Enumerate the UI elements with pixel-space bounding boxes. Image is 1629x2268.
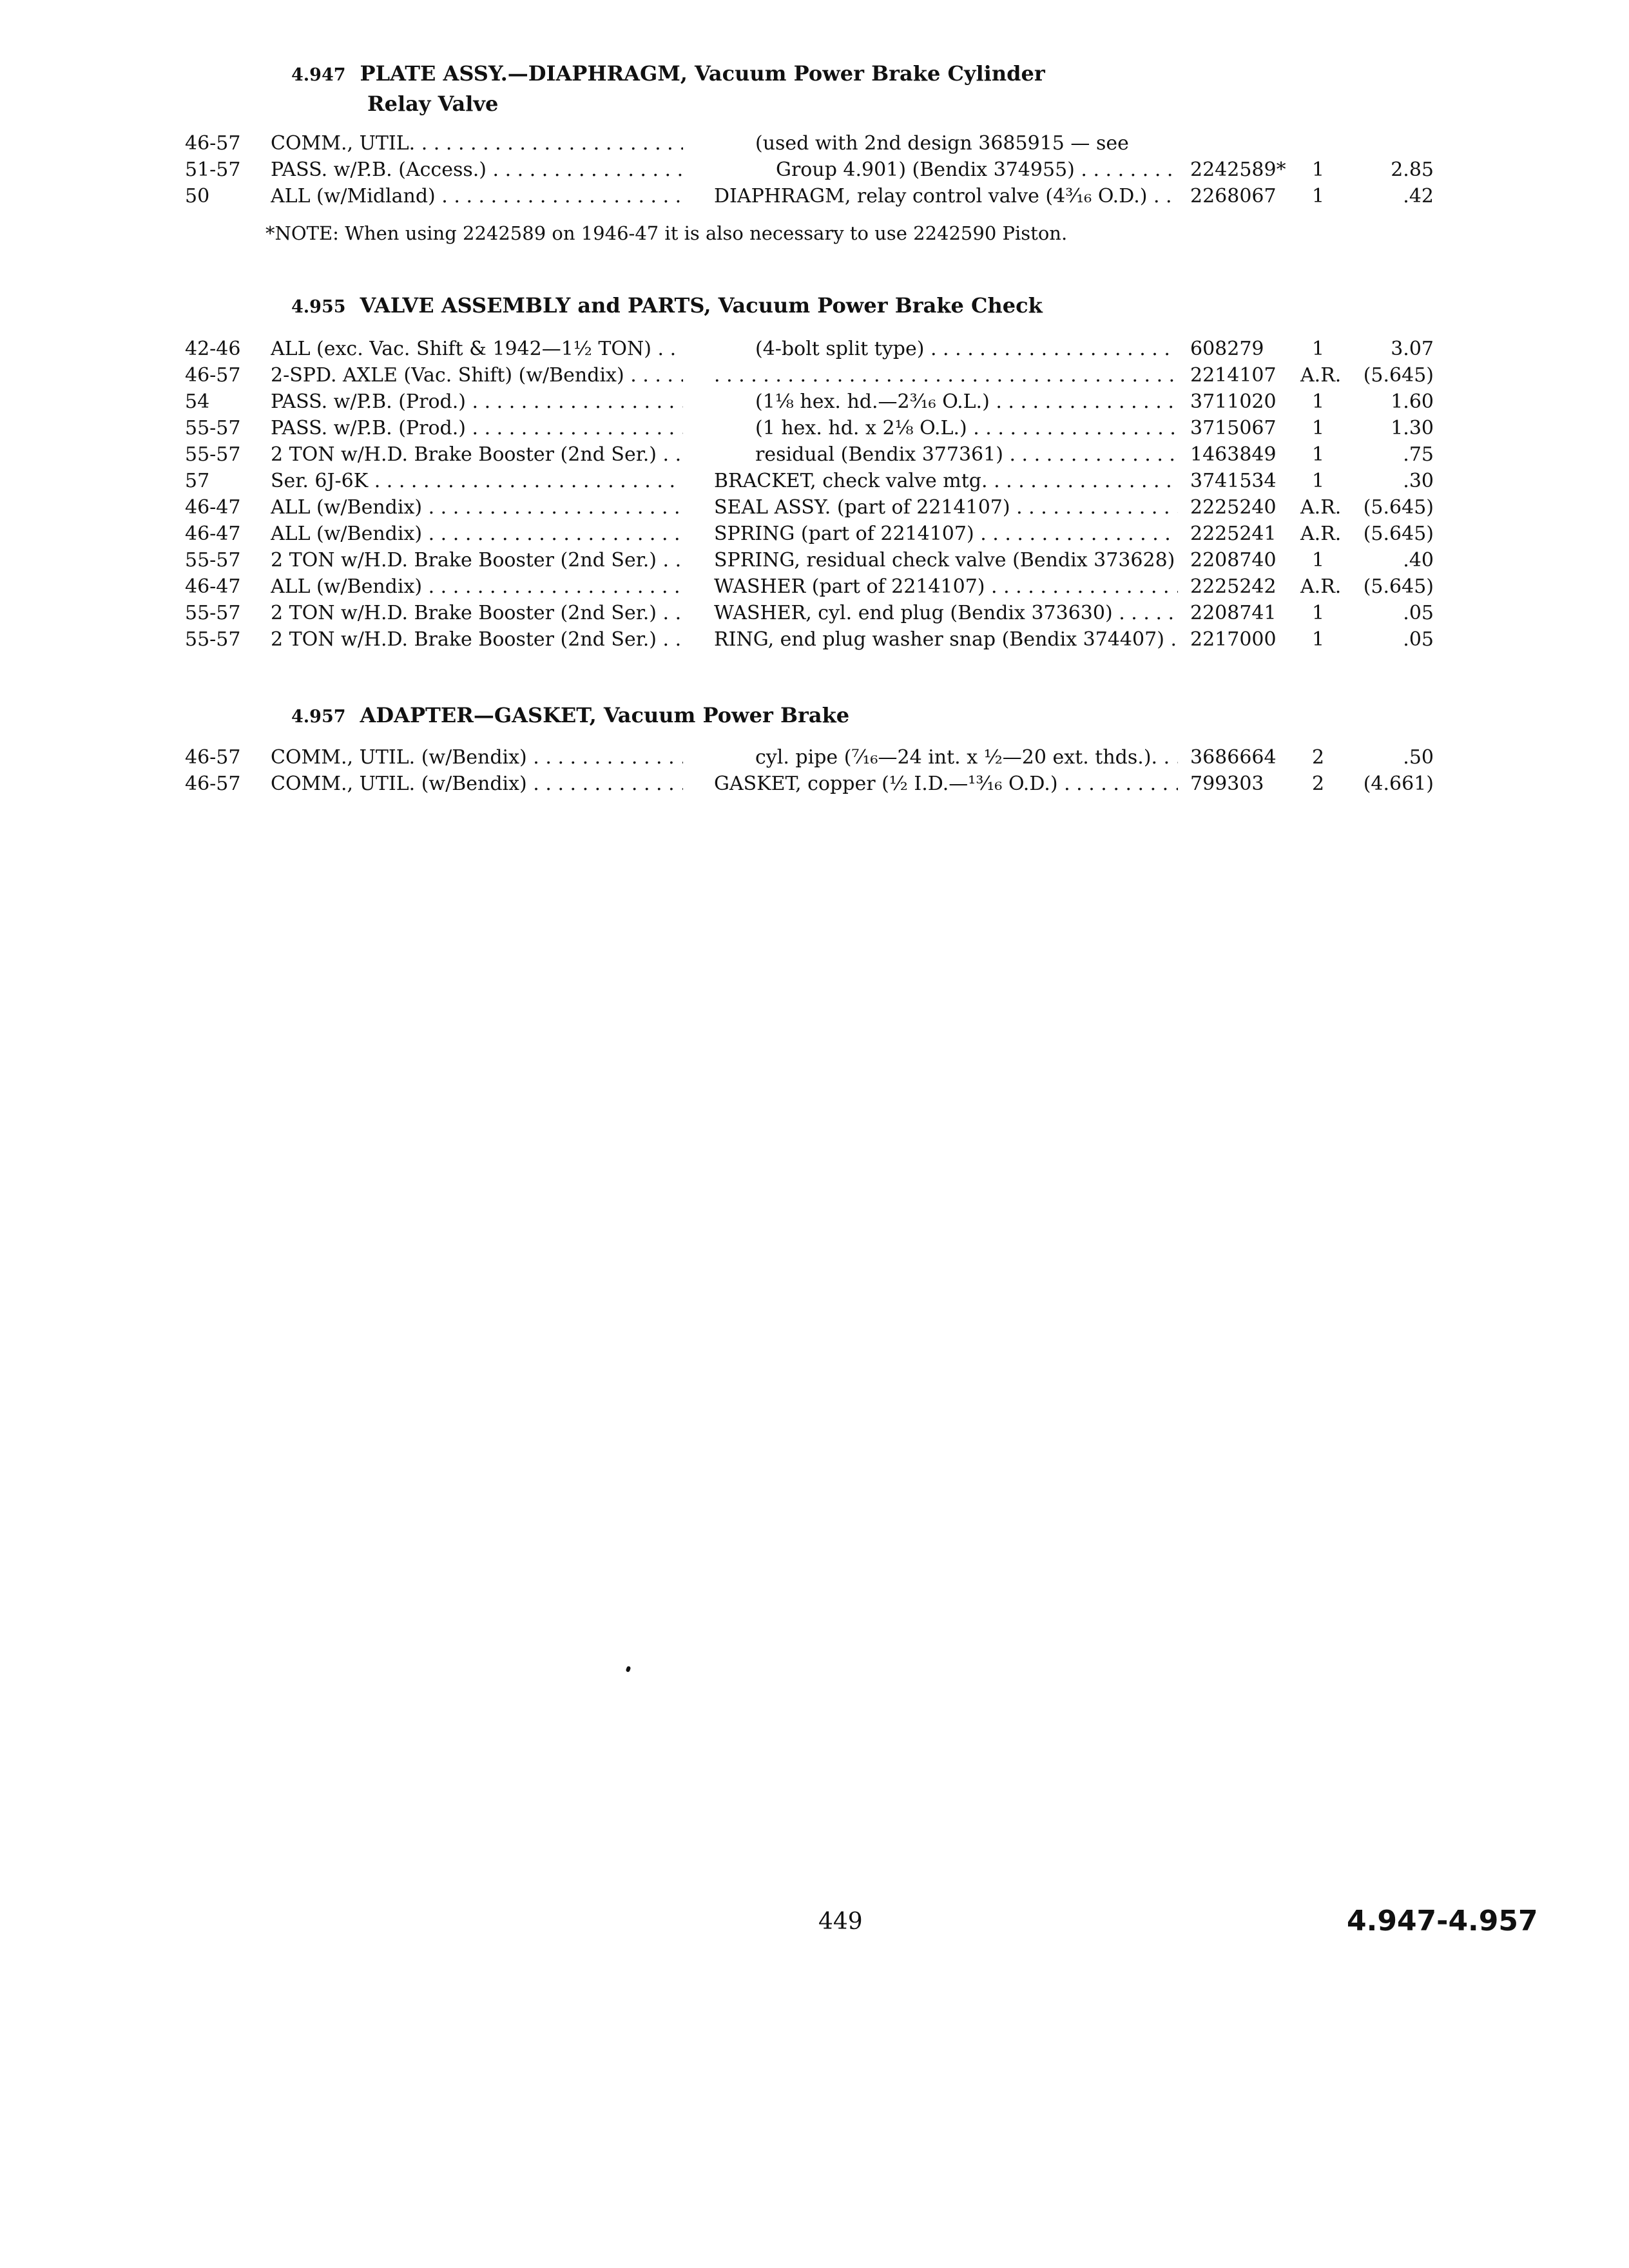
table-row (0, 183, 1629, 210)
table-row (0, 547, 1629, 574)
years-cell: 55-57 (185, 417, 241, 439)
part-number-cell: 2208740 (1190, 549, 1277, 572)
table-row (0, 468, 1629, 495)
price-cell: (5.645) (1363, 523, 1434, 545)
part-number-cell: 2214107 (1190, 364, 1277, 387)
part-number-cell: 2225240 (1190, 496, 1277, 519)
model-cell: COMM., UTIL. (w/Bendix) . . . (271, 771, 683, 798)
price-cell: .50 (1403, 746, 1434, 769)
price-cell: .05 (1403, 628, 1434, 651)
quantity-cell: 1 (1312, 628, 1325, 651)
model-cell: COMM., UTIL. (w/Bendix) . . . (271, 744, 683, 771)
description-cell: (1 hex. hd. x 2⅛ O.L.) . . . (755, 415, 1178, 442)
price-cell: .40 (1403, 549, 1434, 572)
table-row (0, 157, 1629, 184)
years-cell: 54 (185, 390, 210, 413)
description-cell: residual (Bendix 377361) . . . (755, 441, 1178, 468)
table-row (0, 573, 1629, 601)
section-heading (291, 59, 1045, 118)
description-cell: SPRING, residual check valve (Bendix 373628) . . . (714, 547, 1178, 574)
table-row (0, 415, 1629, 442)
description-cell: (used with 2nd design 3685915 — see (755, 132, 1129, 155)
model-cell: 2 TON w/H.D. Brake Booster (2nd Ser.) . . . (271, 547, 683, 574)
description-cell: WASHER (part of 2214107) . . . (714, 573, 1178, 601)
part-number-cell: 799303 (1190, 773, 1264, 795)
part-number-cell: 3711020 (1190, 390, 1277, 413)
quantity-cell: 1 (1312, 185, 1325, 207)
model-cell: 2-SPD. AXLE (Vac. Shift) (w/Bendix) . . . (271, 362, 683, 389)
section-title: ADAPTER—GASKET, Vacuum Power Brake (360, 703, 850, 727)
years-cell: 46-57 (185, 364, 241, 387)
years-cell: 55-57 (185, 628, 241, 651)
model-cell: PASS. w/P.B. (Prod.) . . . (271, 415, 683, 442)
description-cell: WASHER, cyl. end plug (Bendix 373630) . . . (714, 600, 1178, 627)
description-cell: (4-bolt split type) . . . (755, 336, 1178, 363)
quantity-cell: 1 (1312, 338, 1325, 360)
part-number-cell: 3715067 (1190, 417, 1277, 439)
table-row (0, 521, 1629, 548)
description-cell: RING, end plug washer snap (Bendix 374407) . . . (714, 626, 1178, 653)
part-number-cell: 3741534 (1190, 470, 1277, 492)
table-row (0, 744, 1629, 771)
years-cell: 55-57 (185, 443, 241, 466)
table-row (0, 771, 1629, 798)
price-cell: .30 (1403, 470, 1434, 492)
section-title: VALVE ASSEMBLY and PARTS, Vacuum Power Brake Check (360, 293, 1043, 318)
quantity-cell: A.R. (1300, 496, 1342, 519)
section-number: 4.957 (291, 707, 346, 727)
model-cell: ALL (w/Bendix) . . . (271, 494, 683, 521)
description-cell: Group 4.901) (Bendix 374955) . . . (776, 157, 1174, 184)
description-cell: SEAL ASSY. (part of 2214107) . . . (714, 494, 1178, 521)
price-cell: 2.85 (1391, 159, 1434, 181)
table-row (0, 441, 1629, 468)
part-number-cell: 2268067 (1190, 185, 1277, 207)
table-row (0, 494, 1629, 521)
page-number: 449 (818, 1908, 863, 1935)
price-cell: 3.07 (1391, 338, 1434, 360)
quantity-cell: 1 (1312, 417, 1325, 439)
model-cell: ALL (w/Bendix) . . . (271, 521, 683, 548)
quantity-cell: 1 (1312, 390, 1325, 413)
table-row (0, 336, 1629, 363)
years-cell: 46-47 (185, 575, 241, 598)
description-cell: (1⅛ hex. hd.—2³⁄₁₆ O.L.) . . . (755, 389, 1178, 416)
years-cell: 46-57 (185, 132, 241, 155)
model-cell: ALL (w/Bendix) . . . (271, 573, 683, 601)
model-cell: COMM., UTIL. . . . (271, 130, 683, 157)
model-cell: 2 TON w/H.D. Brake Booster (2nd Ser.) . . . (271, 441, 683, 468)
model-cell: Ser. 6J-6K . . . (271, 468, 683, 495)
price-cell: 1.30 (1391, 417, 1434, 439)
description-cell: SPRING (part of 2214107) . . . (714, 521, 1178, 548)
model-cell: 2 TON w/H.D. Brake Booster (2nd Ser.) . . . (271, 600, 683, 627)
years-cell: 51-57 (185, 159, 241, 181)
quantity-cell: 2 (1312, 773, 1325, 795)
price-cell: (5.645) (1363, 364, 1434, 387)
description-cell: DIAPHRAGM, relay control valve (4³⁄₁₆ O.D.) . . . (714, 183, 1178, 210)
quantity-cell: A.R. (1300, 575, 1342, 598)
part-number-cell: 2217000 (1190, 628, 1277, 651)
model-cell: PASS. w/P.B. (Prod.) . . . (271, 389, 683, 416)
price-cell: .75 (1403, 443, 1434, 466)
description-cell: cyl. pipe (⁷⁄₁₆—24 int. x ½—20 ext. thds.). . . . (755, 744, 1178, 771)
quantity-cell: A.R. (1300, 523, 1342, 545)
quantity-cell: 1 (1312, 470, 1325, 492)
section-heading (291, 291, 1043, 322)
page-range: 4.947-4.957 (1347, 1905, 1538, 1937)
scan-speck (626, 1666, 631, 1673)
quantity-cell: 2 (1312, 746, 1325, 769)
section-heading (291, 701, 849, 731)
price-cell: (4.661) (1363, 773, 1434, 795)
section-title: PLATE ASSY.—DIAPHRAGM, Vacuum Power Brake Cylinder (360, 61, 1045, 86)
part-number-cell: 1463849 (1190, 443, 1277, 466)
quantity-cell: 1 (1312, 602, 1325, 624)
table-row (0, 130, 1629, 157)
section-title-continued: Relay Valve (367, 91, 499, 116)
years-cell: 46-57 (185, 773, 241, 795)
years-cell: 46-47 (185, 523, 241, 545)
section-number: 4.955 (291, 297, 346, 317)
description-cell: BRACKET, check valve mtg. . . . (714, 468, 1178, 495)
part-number-cell: 2225242 (1190, 575, 1277, 598)
years-cell: 57 (185, 470, 210, 492)
section-number: 4.947 (291, 65, 346, 85)
years-cell: 46-57 (185, 746, 241, 769)
years-cell: 46-47 (185, 496, 241, 519)
quantity-cell: A.R. (1300, 364, 1342, 387)
model-cell: PASS. w/P.B. (Access.) . . . (271, 157, 683, 184)
price-cell: 1.60 (1391, 390, 1434, 413)
part-number-cell: 608279 (1190, 338, 1264, 360)
section-note: *NOTE: When using 2242589 on 1946-47 it is also necessary to use 2242590 Piston. (265, 222, 1068, 244)
price-cell: (5.645) (1363, 496, 1434, 519)
quantity-cell: 1 (1312, 159, 1325, 181)
price-cell: .42 (1403, 185, 1434, 207)
quantity-cell: 1 (1312, 549, 1325, 572)
price-cell: .05 (1403, 602, 1434, 624)
model-cell: ALL (exc. Vac. Shift & 1942—1½ TON) . . . (271, 336, 683, 363)
table-row (0, 626, 1629, 653)
table-row (0, 362, 1629, 389)
model-cell: ALL (w/Midland) . . . (271, 183, 683, 210)
part-number-cell: 2208741 (1190, 602, 1277, 624)
years-cell: 50 (185, 185, 210, 207)
part-number-cell: 3686664 (1190, 746, 1277, 769)
price-cell: (5.645) (1363, 575, 1434, 598)
years-cell: 55-57 (185, 549, 241, 572)
table-row (0, 389, 1629, 416)
part-number-cell: 2225241 (1190, 523, 1277, 545)
description-cell: GASKET, copper (½ I.D.—¹³⁄₁₆ O.D.) . . . (714, 771, 1178, 798)
description-cell (714, 362, 1178, 389)
years-cell: 55-57 (185, 602, 241, 624)
model-cell: 2 TON w/H.D. Brake Booster (2nd Ser.) . . . (271, 626, 683, 653)
quantity-cell: 1 (1312, 443, 1325, 466)
years-cell: 42-46 (185, 338, 241, 360)
table-row (0, 600, 1629, 627)
part-number-cell: 2242589* (1190, 159, 1286, 181)
